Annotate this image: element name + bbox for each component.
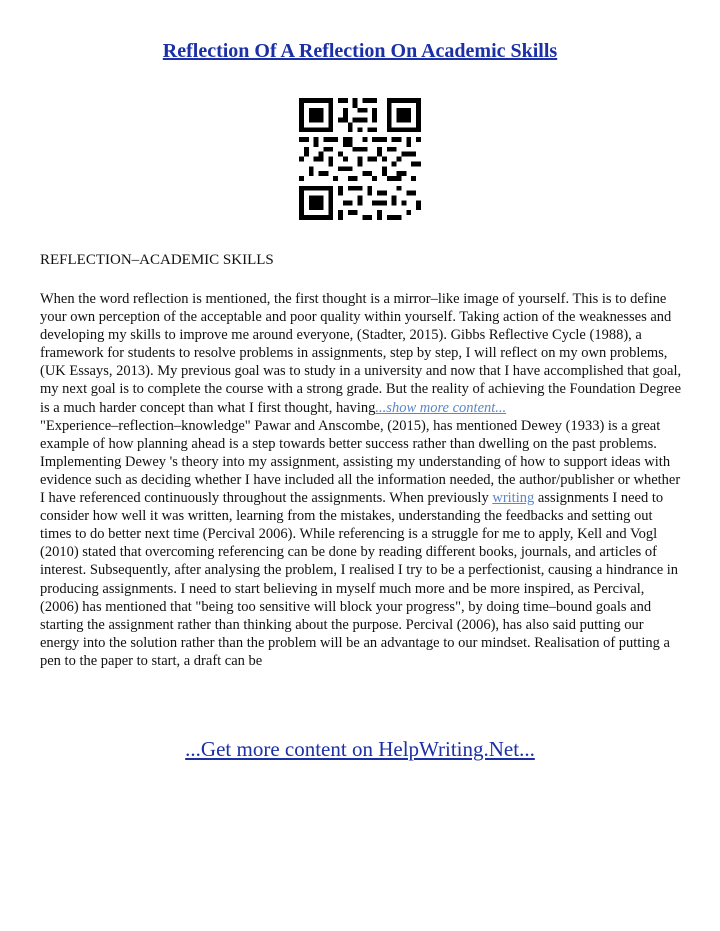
essay-text-part-1: When the word reflection is mentioned, the first thought is a mirror–like image of yourself. This is to define your own perception of the acceptable and poor quality within yourself. Taking action of the weaknesses and developing my skills to improve me around everyone, (Stadter, 2015). Gibbs Reflective Cycle (1988), a framework for students to resolve problems in assignments, step by step, I will reflect on my own problems, (UK Essays, 2013). My previous goal was to study in a university and now that I have accomplished that goal, my next goal is to complete the course with a strong grade. But the reality of achieving the Foundation Degree is a much harder concept than what I first thought, having	[40, 291, 682, 416]
show-more-link[interactable]: ...show more content...	[375, 399, 507, 416]
page-title[interactable]: Reflection Of A Reflection On Academic Skills	[162, 40, 558, 62]
section-heading: REFLECTION–ACADEMIC SKILLS	[40, 252, 274, 268]
essay-text-part-3: assignments I need to consider how well it was written, learning from the mistakes, understanding the feedbacks and setting out times to do better next time (Percival 2006). While referencing is a struggle for me to apply, Kell and Vogl (2010) stated that overcoming referencing can be done by reading different books, journals, and articles of interest. Subsequently, after analysing the problem, I realised I try to be a perfectionist, causing a hindrance in producing assignments. I need to start believing in myself much more and be more inspired, as Percival, (2006) has mentioned that "being too sensitive will block your progress", by doing time–bound goals and starting the assignment rather than thinking about the purpose. Percival (2006), has also said putting our energy into the solution rather than the problem will be an advantage to our mindset. Realisation of putting a pen to the paper to start, a draft can be	[40, 490, 679, 669]
get-more-content-link[interactable]: ...Get more content on HelpWriting.Net...	[185, 737, 535, 761]
writing-link[interactable]: writing	[492, 490, 535, 507]
essay-text-part-2: "Experience–reflection–knowledge" Pawar and Anscombe, (2015), has mentioned Dewey (1933) is a great example of how planning ahead is a step towards better success rather than dwelling on the past problems. Implementing Dewey 's theory into my assignment, assisting my understanding of how to support ideas with evidence such as deciding whether I have included all the information needed, the author/publisher or whether I have referenced continuously throughout the assignments. When previously	[40, 417, 681, 507]
essay-body	[40, 290, 684, 670]
qr-code-icon	[299, 98, 421, 220]
